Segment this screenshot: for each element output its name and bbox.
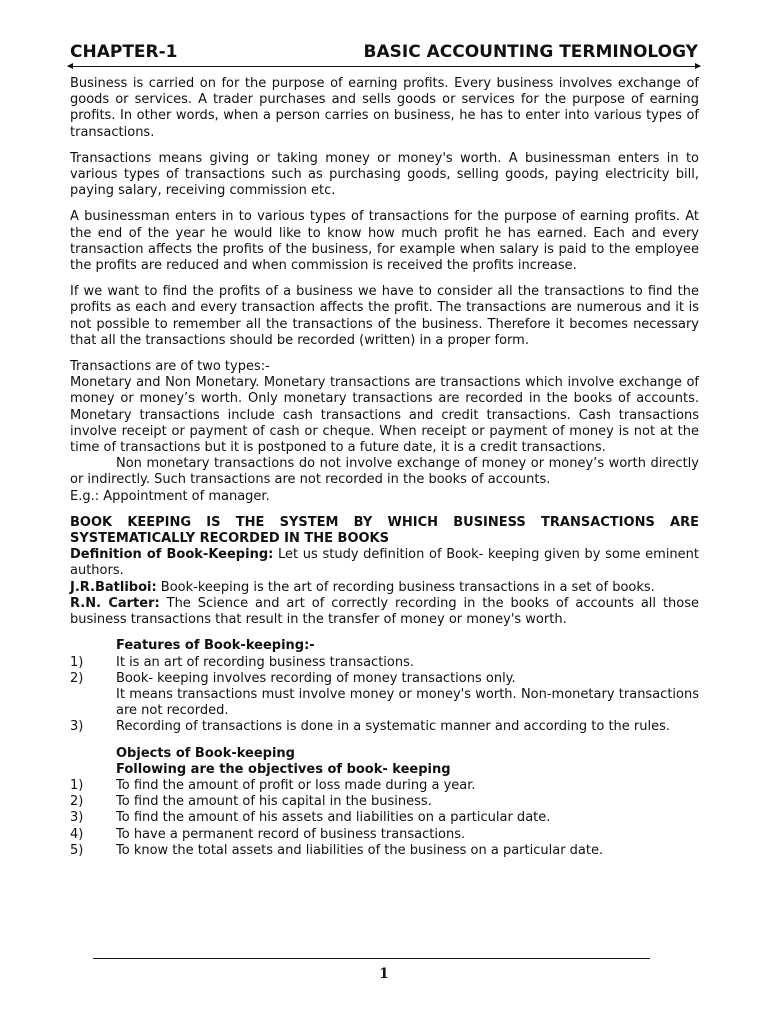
paragraph: Monetary and Non Monetary. Monetary transactions are transactions which involve exchange of money or money’s worth. Only monetary transactions are recorded in the books of accounts. Monetary transactions include cash transactions and credit transactions. Cash transactions involve receipt or payment of cash or cheque. When receipt or payment of money is not at the time of transactions but it is postponed to a future date, it is a credit transactions. (70, 375, 699, 456)
item-text: It is an art of recording business transactions. (116, 654, 415, 670)
page-header (70, 42, 700, 66)
item-number: 1) (70, 654, 84, 670)
item-number (70, 687, 116, 719)
item-text: To know the total assets and liabilities of the business on a particular date. (116, 842, 604, 858)
list-item (70, 687, 699, 719)
definition-text: Let us study definition of Book- keeping given by some eminent authors. (70, 547, 700, 579)
item-number: 5) (70, 842, 84, 858)
item-number: 3) (70, 810, 84, 826)
list-item (70, 810, 699, 826)
author-label: J.R.Batliboi: (70, 579, 157, 595)
header-rule (68, 66, 700, 67)
item-number: 1) (70, 777, 84, 793)
paragraph: Business is carried on for the purpose of earning profits. Every business involves exchange of goods or services. A trader purchases and sells goods or services for the purpose of earning profits. In other words, when a person carries on business, he has to enter into various types of transactions. (70, 76, 699, 140)
paragraph: Transactions means giving or taking money or money's worth. A businessman enters in to various types of transactions such as purchasing goods, selling goods, paying electricity bill, paying salary, receiving commission etc. (70, 150, 699, 199)
author-definition (70, 596, 699, 628)
item-text: To find the amount of profit or loss made during a year. (116, 777, 476, 793)
item-text: Book- keeping involves recording of money transactions only. (116, 670, 516, 686)
author-text: Book-keeping is the art of recording business transactions in a set of books. (156, 579, 655, 595)
definition-label: Definition of Book-Keeping: (70, 547, 274, 563)
author-definition (70, 580, 699, 596)
list-item (70, 671, 699, 687)
item-text: To have a permanent record of business transactions. (116, 826, 466, 842)
features-list (70, 655, 699, 736)
section-heading: BOOK KEEPING IS THE SYSTEM BY WHICH BUSINESS TRANSACTIONS ARE SYSTEMATICALLY RECORDED IN THE BOOKS (70, 514, 699, 547)
list-item (70, 827, 699, 843)
footer-rule (93, 958, 650, 959)
objects-subheading: Following are the objectives of book- keeping (116, 761, 451, 777)
page-body (70, 76, 699, 859)
author-text: The Science and art of correctly recording in the books of accounts all those business transactions that result in the transfer of money or money's worth. (70, 595, 700, 628)
item-text: Recording of transactions is done in a systematic manner and according to the rules. (116, 719, 671, 735)
item-number: 3) (70, 719, 84, 735)
list-item (70, 794, 699, 810)
paragraph: Transactions are of two types:- (70, 359, 270, 375)
list-item (70, 843, 699, 859)
definition-paragraph (70, 547, 699, 579)
chapter-label: CHAPTER-1 (70, 42, 178, 62)
author-label: R.N. Carter: (70, 595, 160, 611)
page-number: 1 (379, 966, 389, 982)
paragraph: A businessman enters in to various types of transactions for the purpose of earning profits. At the end of the year he would like to know how much profit he has earned. Each and every transaction affects the profits of the business, for example when salary is paid to the employee the profits are reduced and when commission is received the profits increase. (70, 209, 699, 274)
paragraph: E.g.: Appointment of manager. (70, 488, 270, 504)
chapter-title: BASIC ACCOUNTING TERMINOLOGY (363, 42, 698, 62)
item-text: To find the amount of his assets and liabilities on a particular date. (116, 810, 551, 826)
paragraph: Non monetary transactions do not involve exchange of money or money’s worth directly or indirectly. Such transactions are not recorded in the books of accounts. (70, 456, 699, 488)
paragraph: If we want to find the profits of a business we have to consider all the transactions to find the profits as each and every transaction affects the profit. The transactions are numerous and it is not possible to remember all the transactions of the business. Therefore it becomes necessary that all the transactions should be recorded (written) in a proper form. (70, 284, 699, 348)
item-text: To find the amount of his capital in the business. (116, 794, 432, 810)
item-number: 2) (70, 794, 84, 810)
item-number: 4) (70, 826, 84, 842)
list-item (70, 655, 699, 671)
objects-list (70, 778, 699, 859)
item-text: It means transactions must involve money or money's worth. Non-monetary transactions are not recorded. (116, 686, 699, 719)
objects-heading: Objects of Book-keeping (116, 745, 295, 761)
item-number: 2) (70, 670, 84, 686)
list-item (70, 778, 699, 794)
features-heading: Features of Book-keeping:- (116, 638, 315, 654)
list-item (70, 719, 699, 735)
